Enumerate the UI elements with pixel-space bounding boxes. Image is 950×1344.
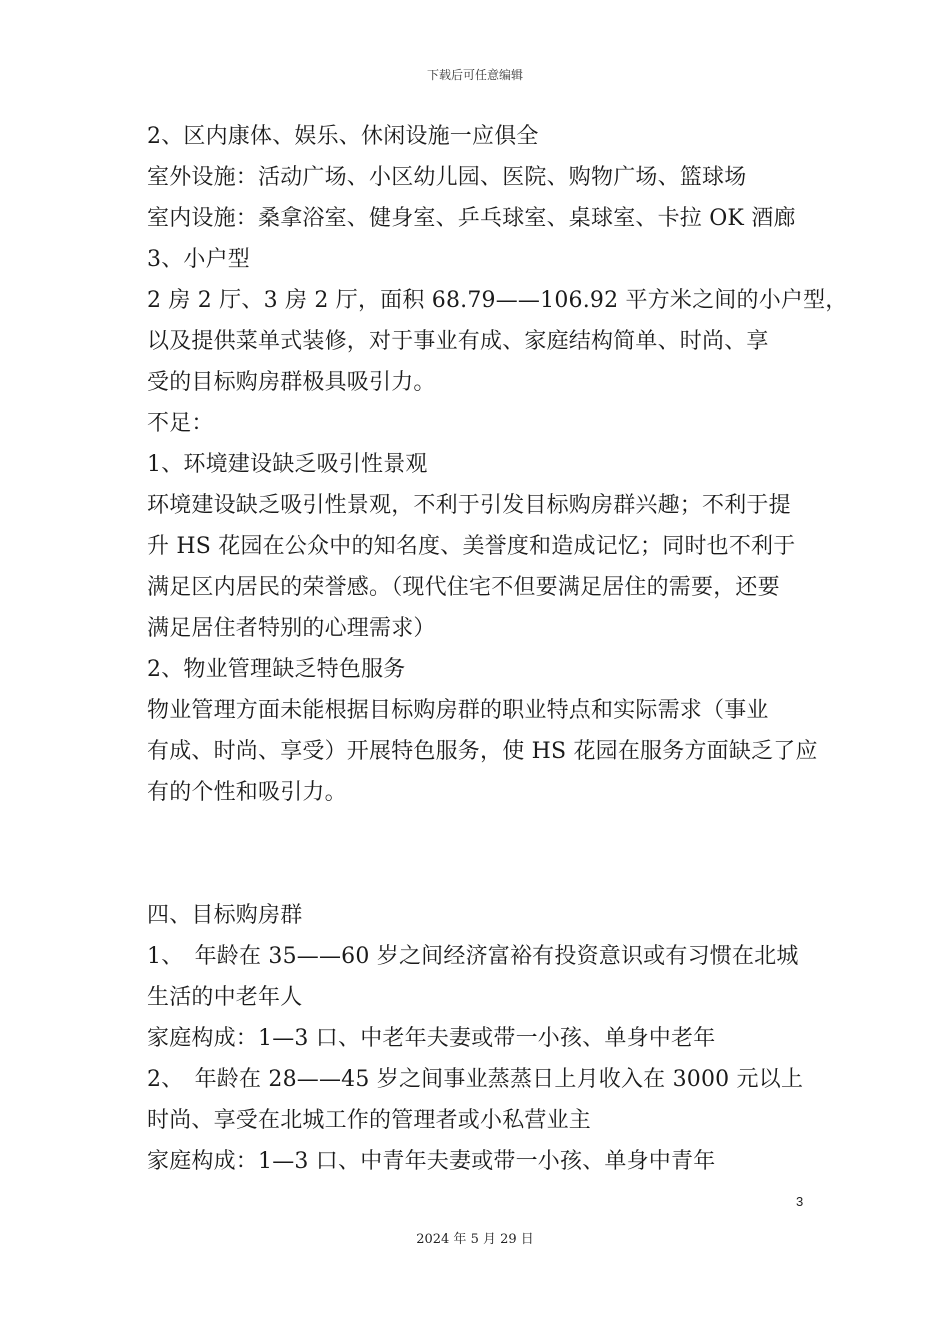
paragraph-line: 有成、时尚、享受）开展特色服务，使 HS 花园在服务方面缺乏了应 bbox=[147, 739, 818, 764]
section-spacer bbox=[147, 813, 812, 895]
paragraph-line: 环境建设缺乏吸引性景观，不利于引发目标购房群兴趣；不利于提 bbox=[147, 493, 791, 518]
paragraph-line: 家庭构成：1—3 口、中老年夫妻或带一小孩、单身中老年 bbox=[147, 1026, 716, 1051]
section-heading: 四、目标购房群 bbox=[147, 903, 303, 928]
paragraph-line: 家庭构成：1—3 口、中青年夫妻或带一小孩、单身中青年 bbox=[147, 1149, 716, 1174]
paragraph-line: 生活的中老年人 bbox=[147, 985, 303, 1010]
list-item: 1、 年龄在 35——60 岁之间经济富裕有投资意识或有习惯在北城 bbox=[147, 944, 799, 969]
paragraph-line: 室内设施：桑拿浴室、健身室、乒乓球室、桌球室、卡拉 OK 酒廊 bbox=[147, 206, 796, 231]
paragraph-line: 满足区内居民的荣誉感。（现代住宅不但要满足居住的需要，还要 bbox=[147, 575, 780, 600]
paragraph-line: 受的目标购房群极具吸引力。 bbox=[147, 370, 436, 395]
section-heading: 2、物业管理缺乏特色服务 bbox=[147, 657, 406, 682]
paragraph-line: 时尚、享受在北城工作的管理者或小私营业主 bbox=[147, 1108, 592, 1133]
paragraph-line: 物业管理方面未能根据目标购房群的职业特点和实际需求（事业 bbox=[147, 698, 769, 723]
paragraph-line: 有的个性和吸引力。 bbox=[147, 780, 347, 805]
section-heading: 不足： bbox=[147, 411, 214, 436]
paragraph-line: 以及提供菜单式装修，对于事业有成、家庭结构简单、时尚、享 bbox=[147, 329, 769, 354]
paragraph-line: 2、区内康体、娱乐、休闲设施一应俱全 bbox=[147, 124, 539, 149]
paragraph-line: 2 房 2 厅、3 房 2 厅，面积 68.79——106.92 平方米之间的小户型， bbox=[147, 288, 848, 313]
paragraph-line: 室外设施：活动广场、小区幼儿园、医院、购物广场、篮球场 bbox=[147, 165, 747, 190]
section-heading: 1、环境建设缺乏吸引性景观 bbox=[147, 452, 428, 477]
list-item: 2、 年龄在 28——45 岁之间事业蒸蒸日上月收入在 3000 元以上 bbox=[147, 1067, 804, 1092]
document-body bbox=[147, 116, 848, 1182]
section-heading: 3、小户型 bbox=[147, 247, 250, 272]
paragraph-line: 升 HS 花园在公众中的知名度、美誉度和造成记忆；同时也不利于 bbox=[147, 534, 796, 559]
footer-date: 2024 年 5 月 29 日 bbox=[416, 1232, 534, 1247]
page-number: 3 bbox=[796, 1194, 804, 1209]
page-header: 下载后可任意编辑 bbox=[426, 68, 523, 82]
paragraph-line: 满足居住者特别的心理需求） bbox=[147, 616, 436, 641]
